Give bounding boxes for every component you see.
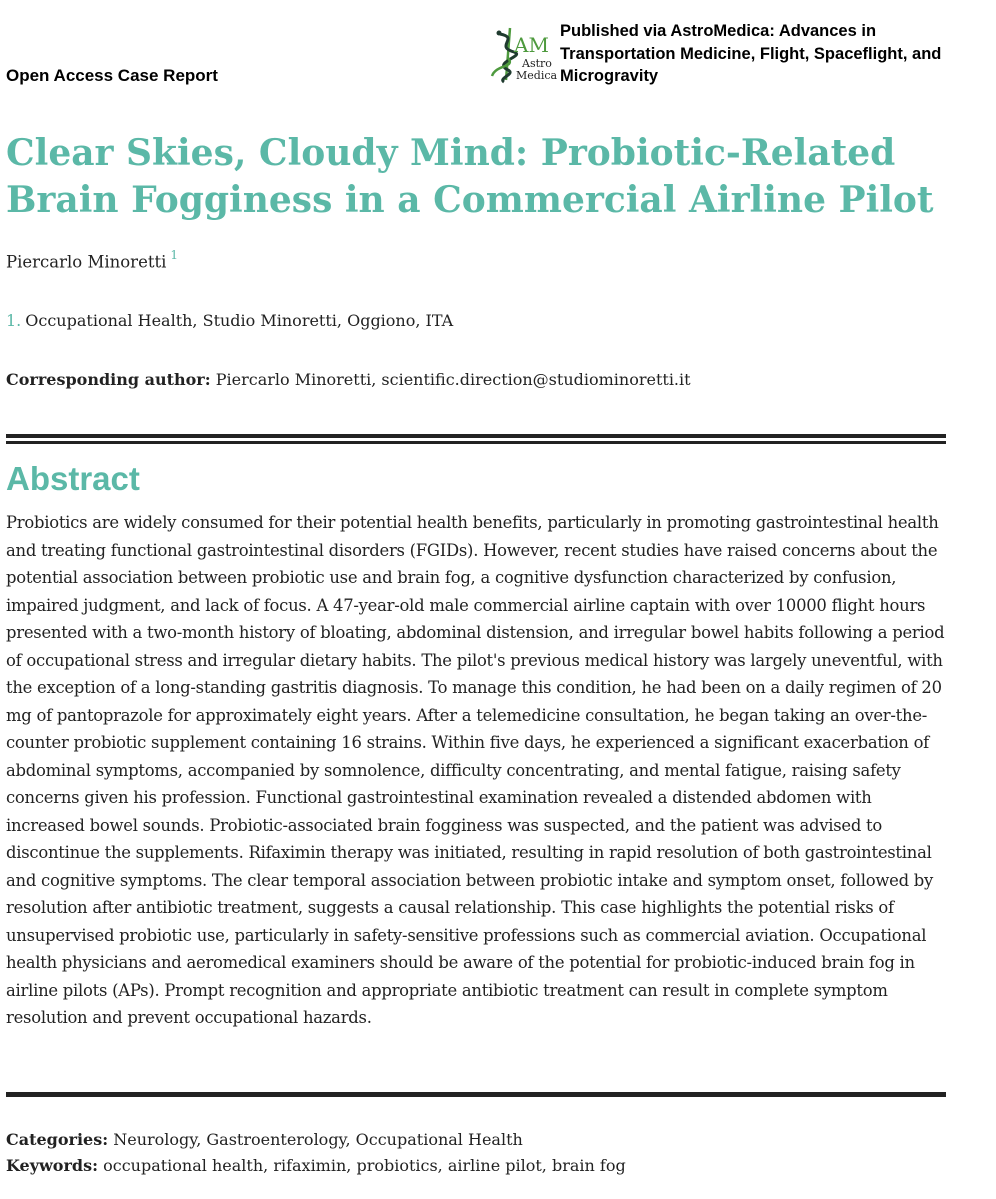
affiliation-number: 1. [6, 311, 22, 330]
keywords-label: Keywords: [6, 1156, 99, 1175]
author-line [6, 250, 178, 272]
categories-label: Categories: [6, 1130, 109, 1149]
categories-value: Neurology, Gastroenterology, Occupational Health [113, 1130, 523, 1149]
author-name: Piercarlo Minoretti [6, 252, 167, 272]
divider-top-thick [6, 434, 946, 438]
abstract-body: Probiotics are widely consumed for their potential health benefits, particularly in promoting gastrointestinal health and treating functional gastrointestinal disorders (FGIDs). However, recent studies have raised concerns about the potential association between probiotic use and brain fog, a cognitive dysfunction characterized by confusion, impaired judgment, and lack of focus. A 47-year-old male commercial airline captain with over 10000 flight hours presented with a two-month history of bloating, abdominal distension, and irregular bowel habits following a period of occupational stress and irregular dietary habits. The pilot's previous medical history was largely uneventful, with the exception of a long-standing gastritis diagnosis. To manage this condition, he had been on a daily regimen of 20 mg of pantoprazole for approximately eight years. After a telemedicine consultation, he began taking an over-the-counter probiotic supplement containing 16 strains. Within five days, he experienced a significant exacerbation of abdominal symptoms, accompanied by somnolence, difficulty concentrating, and mental fatigue, raising safety concerns given his profession. Functional gastrointestinal examination revealed a distended abdomen with increased bowel sounds. Probiotic-associated brain fogginess was suspected, and the patient was advised to discontinue the supplements. Rifaximin therapy was initiated, resulting in rapid resolution of both gastrointestinal and cognitive symptoms. The clear temporal association between probiotic intake and symptom onset, followed by resolution after antibiotic treatment, suggests a causal relationship. This case highlights the potential risks of unsupervised probiotic use, particularly in safety-sensitive professions such as commercial aviation. Occupational health physicians and aeromedical examiners should be aware of the potential for probiotic-induced brain fog in airline pilots (APs). Prompt recognition and appropriate antibiotic treatment can result in complete symptom resolution and prevent occupational hazards. [6, 513, 945, 1027]
astromedica-logo [486, 24, 558, 84]
divider-top-thin [6, 441, 946, 444]
logo-subtext-medica: Medica [516, 69, 558, 82]
publisher-line: Published via AstroMedica: Advances in Transportation Medicine, Flight, Spaceflight, and Microgravity [560, 22, 942, 85]
caduceus-icon [492, 28, 517, 82]
author-affiliation-ref[interactable]: 1 [170, 248, 179, 262]
corresponding-author-label: Corresponding author: [6, 370, 211, 389]
logo-monogram: AM [514, 33, 549, 57]
corresponding-author [6, 370, 691, 389]
article-title: Clear Skies, Cloudy Mind: Probiotic-Related Brain Fogginess in a Commercial Airline Pilot [6, 132, 934, 221]
affiliation [6, 311, 453, 330]
keywords-value: occupational health, rifaximin, probiotics, airline pilot, brain fog [103, 1156, 626, 1175]
categories-line [6, 1130, 523, 1149]
open-access-label: Open Access Case Report [6, 66, 218, 85]
logo-subtext-astro: Astro [522, 57, 552, 70]
keywords-line [6, 1156, 626, 1175]
abstract-heading: Abstract [6, 460, 140, 497]
corresponding-author-text: Piercarlo Minoretti, scientific.direction@studiominoretti.it [215, 370, 691, 389]
divider-bottom [6, 1092, 946, 1097]
affiliation-text: Occupational Health, Studio Minoretti, Oggiono, ITA [25, 311, 454, 330]
